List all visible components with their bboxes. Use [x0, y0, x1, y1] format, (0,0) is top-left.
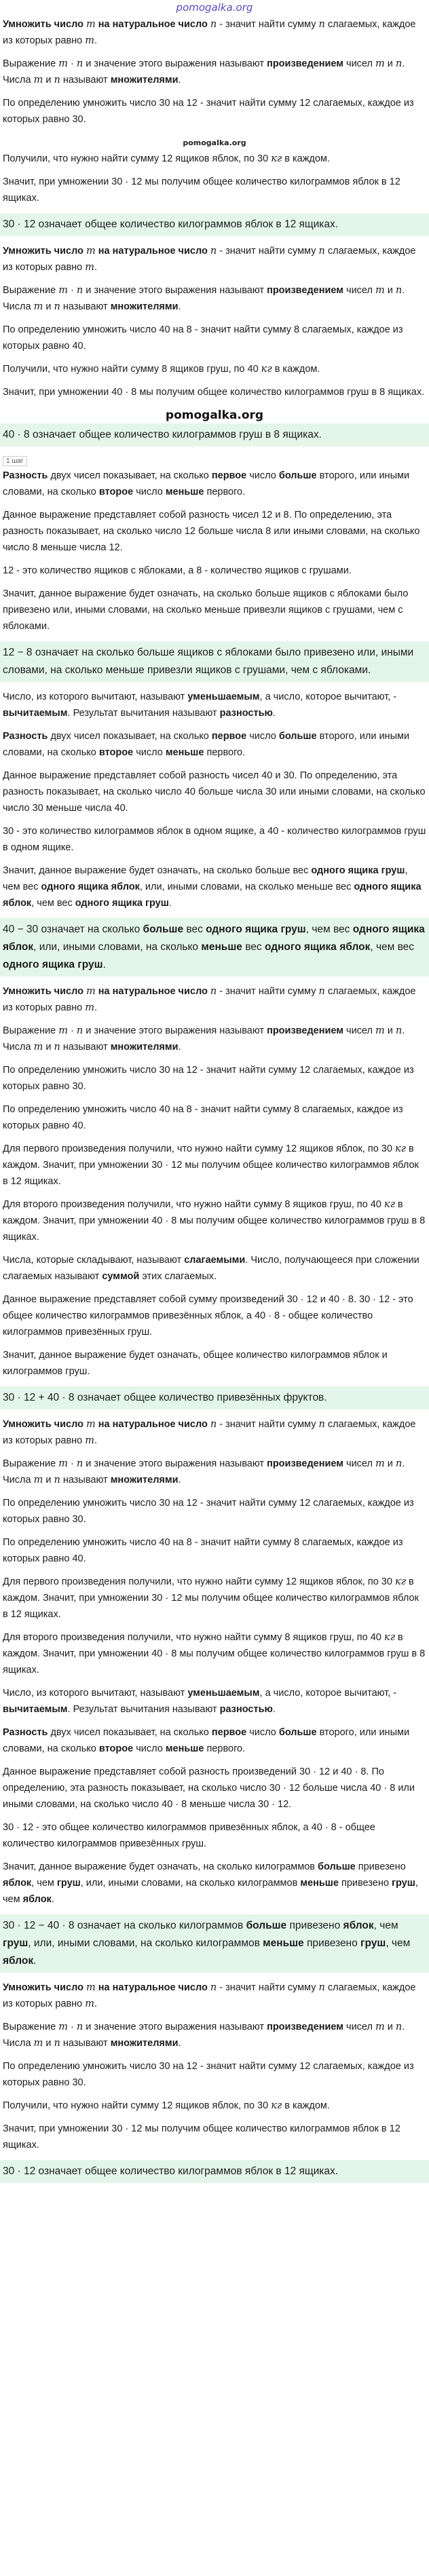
paragraph: Значит, при умножении 40 · 8 мы получим общее количество килограммов груш в 8 ящиках.	[3, 387, 425, 398]
watermark-text: pomogalka.org	[183, 138, 246, 147]
paragraph: Значит, данное выражение будет означать, на сколько больше ящиков с яблоками было привезено или, иными словами, на сколько меньше привезли ящиков с грушами, чем с яблоками.	[3, 588, 409, 632]
paragraph: По определению умножить число 40 на 8 - значит найти сумму 8 слагаемых, каждое из которых равно 40.	[3, 1537, 403, 1564]
paragraph: По определению умножить число 30 на 12 - значит найти сумму 12 слагаемых, каждое из которых равно 30.	[3, 1065, 414, 1092]
paragraph: Выражение m · n и значение этого выражения называют произведением чисел m и n. Числа m и n называют множителями.	[3, 58, 405, 86]
site-logo[interactable]: pomogalka.org	[176, 1, 253, 14]
paragraph: Разность двух чисел показывает, на сколько первое число больше второго, или иными словами, на сколько второе число меньше первого.	[3, 731, 410, 758]
paragraph: Для второго произведения получили, что нужно найти сумму 8 ящиков груш, по 40 кг в каждом. Значит, при умножении 40 · 8 мы получим общее количество килограммов груш в 8 ящиках.	[3, 1632, 426, 1675]
paragraph: Число, из которого вычитают, называют уменьшаемым, а число, которое вычитают, - вычитаемым. Результат вычитания называют разностью.	[3, 692, 397, 719]
paragraph: Значит, при умножении 30 · 12 мы получим общее количество килограммов яблок в 12 ящиках.	[3, 2123, 400, 2151]
paragraph: Выражение m · n и значение этого выражения называют произведением чисел m и n. Числа m и n называют множителями.	[3, 1458, 405, 1485]
paragraph: Выражение m · n и значение этого выражения называют произведением чисел m и n. Числа m и n называют множителями.	[3, 1025, 405, 1053]
paragraph: Выражение m · n и значение этого выражения называют произведением чисел m и n. Числа m и n называют множителями.	[3, 285, 405, 312]
step-label: 1 шаг	[3, 456, 27, 466]
paragraph: Значит, данное выражение будет означать, общее количество килограммов яблок и килограммов груш.	[3, 1350, 388, 1377]
paragraph: Умножить число m на натуральное число n - значит найти сумму n слагаемых, каждое из которых равно m.	[3, 1982, 416, 2009]
step-box	[3, 453, 426, 468]
answer-highlight: 30 · 12 + 40 · 8 означает общее количество привезённых фруктов.	[0, 1386, 429, 1409]
paragraph: Умножить число m на натуральное число n - значит найти сумму n слагаемых, каждое из которых равно m.	[3, 246, 416, 273]
watermark	[3, 134, 426, 151]
paragraph: Для первого произведения получили, что нужно найти сумму 12 ящиков яблок, по 30 кг в каждом. Значит, при умножении 30 · 12 мы получим общее количество килограммов яблок в 12 ящиках.	[3, 1143, 419, 1187]
answer-highlight: 40 − 30 означает на сколько больше вес одного ящика груш, чем вес одного ящика яблок, или, иными словами, на сколько меньше вес одного ящика яблок, чем вес одного ящика груш.	[0, 918, 429, 977]
paragraph: По определению умножить число 40 на 8 - значит найти сумму 8 слагаемых, каждое из которых равно 40.	[3, 1104, 403, 1131]
paragraph: По определению умножить число 40 на 8 - значит найти сумму 8 слагаемых, каждое из которых равно 40.	[3, 324, 403, 352]
answer-highlight: 30 · 12 означает общее количество килограммов яблок в 12 ящиках.	[0, 2160, 429, 2183]
solution-content	[0, 14, 429, 2183]
answer-highlight: 40 · 8 означает общее количество килограммов груш в 8 ящиках.	[0, 423, 429, 447]
paragraph: Для второго произведения получили, что нужно найти сумму 8 ящиков груш, по 40 кг в каждом. Значит, при умножении 40 · 8 мы получим общее количество килограммов груш в 8 ящиках.	[3, 1199, 426, 1243]
paragraph: Данное выражение представляет собой сумму произведений 30 · 12 и 40 · 8. 30 · 12 - это общее количество килограммов привезённых яблок, а 40 · 8 - общее количество килограммов привезённых груш.	[3, 1294, 413, 1338]
paragraph: По определению умножить число 30 на 12 - значит найти сумму 12 слагаемых, каждое из которых равно 30.	[3, 98, 414, 125]
paragraph: Значит, данное выражение будет означать, на сколько килограммов больше привезено яблок, чем груш, или, иными словами, на сколько килограммов меньше привезено груш, чем яблок.	[3, 1861, 418, 1905]
paragraph: 12 - это количество ящиков с яблоками, а 8 - количество ящиков с грушами.	[3, 565, 352, 576]
paragraph: Получили, что нужно найти сумму 12 ящиков яблок, по 30 кг в каждом.	[3, 153, 330, 164]
paragraph: Данное выражение представляет собой разность чисел 40 и 30. По определению, эта разность показывает, на сколько число 40 больше числа 30 или иными словами, на сколько число 30 меньше числа 40.	[3, 770, 426, 814]
paragraph: Выражение m · n и значение этого выражения называют произведением чисел m и n. Числа m и n называют множителями.	[3, 2022, 405, 2049]
paragraph: Для первого произведения получили, что нужно найти сумму 12 ящиков яблок, по 30 кг в каждом. Значит, при умножении 30 · 12 мы получим общее количество килограммов яблок в 12 ящиках.	[3, 1576, 419, 1620]
paragraph: Умножить число m на натуральное число n - значит найти сумму n слагаемых, каждое из которых равно m.	[3, 986, 416, 1013]
paragraph: Число, из которого вычитают, называют уменьшаемым, а число, которое вычитают, - вычитаемым. Результат вычитания называют разностью.	[3, 1688, 397, 1715]
paragraph: 30 · 12 - это общее количество килограммов привезённых яблок, а 40 · 8 - общее количество килограммов привезённых груш.	[3, 1822, 375, 1849]
paragraph: Данное выражение представляет собой разность произведений 30 · 12 и 40 · 8. По определению, эта разность показывает, на сколько число 30 · 12 больше числа 40 · 8 или иными словами, на сколько число 40 · 8 меньше числа 30 · 12.	[3, 1766, 415, 1810]
paragraph: По определению умножить число 30 на 12 - значит найти сумму 12 слагаемых, каждое из которых равно 30.	[3, 1498, 414, 1525]
paragraph: Получили, что нужно найти сумму 12 ящиков яблок, по 30 кг в каждом.	[3, 2100, 330, 2111]
answer-highlight: 30 · 12 означает общее количество килограммов яблок в 12 ящиках.	[0, 213, 429, 236]
paragraph: Разность двух чисел показывает, на сколько первое число больше второго, или иными словами, на сколько второе число меньше первого.	[3, 1727, 410, 1754]
answer-highlight: 12 − 8 означает на сколько больше ящиков с яблоками было привезено или, иными словами, на сколько меньше привезли ящиков с грушами, чем с яблоками.	[0, 641, 429, 682]
paragraph: Значит, при умножении 30 · 12 мы получим общее количество килограммов яблок в 12 ящиках.	[3, 176, 400, 204]
paragraph: Получили, что нужно найти сумму 8 ящиков груш, по 40 кг в каждом.	[3, 364, 320, 375]
answer-highlight: 30 · 12 − 40 · 8 означает на сколько килограммов больше привезено яблок, чем груш, или, иными словами, на сколько килограммов меньше привезено груш, чем яблок.	[0, 1914, 429, 1973]
paragraph: Значит, данное выражение будет означать, на сколько больше вес одного ящика груш, чем вес одного ящика яблок, или, иными словами, на сколько меньше вес одного ящика яблок, чем вес одного ящика груш.	[3, 865, 422, 909]
paragraph: Разность двух чисел показывает, на сколько первое число больше второго, или иными словами, на сколько второе число меньше первого.	[3, 470, 410, 497]
paragraph: Числа, которые складывают, называют слагаемыми. Число, получающееся при сложении слагаемых называют суммой этих слагаемых.	[3, 1255, 419, 1282]
paragraph: Умножить число m на натуральное число n - значит найти сумму n слагаемых, каждое из которых равно m.	[3, 19, 416, 46]
paragraph: Данное выражение представляет собой разность чисел 12 и 8. По определению, эта разность показывает, на сколько число 12 больше числа 8 или иными словами, на сколько число 8 меньше числа 12.	[3, 510, 420, 553]
paragraph: Умножить число m на натуральное число n - значит найти сумму n слагаемых, каждое из которых равно m.	[3, 1419, 416, 1446]
watermark-text: pomogalka.org	[165, 409, 264, 422]
paragraph: 30 - это количество килограммов яблок в одном ящике, а 40 - количество килограммов груш в одном ящике.	[3, 826, 426, 853]
paragraph: По определению умножить число 30 на 12 - значит найти сумму 12 слагаемых, каждое из которых равно 30.	[3, 2061, 414, 2088]
watermark	[3, 407, 426, 423]
